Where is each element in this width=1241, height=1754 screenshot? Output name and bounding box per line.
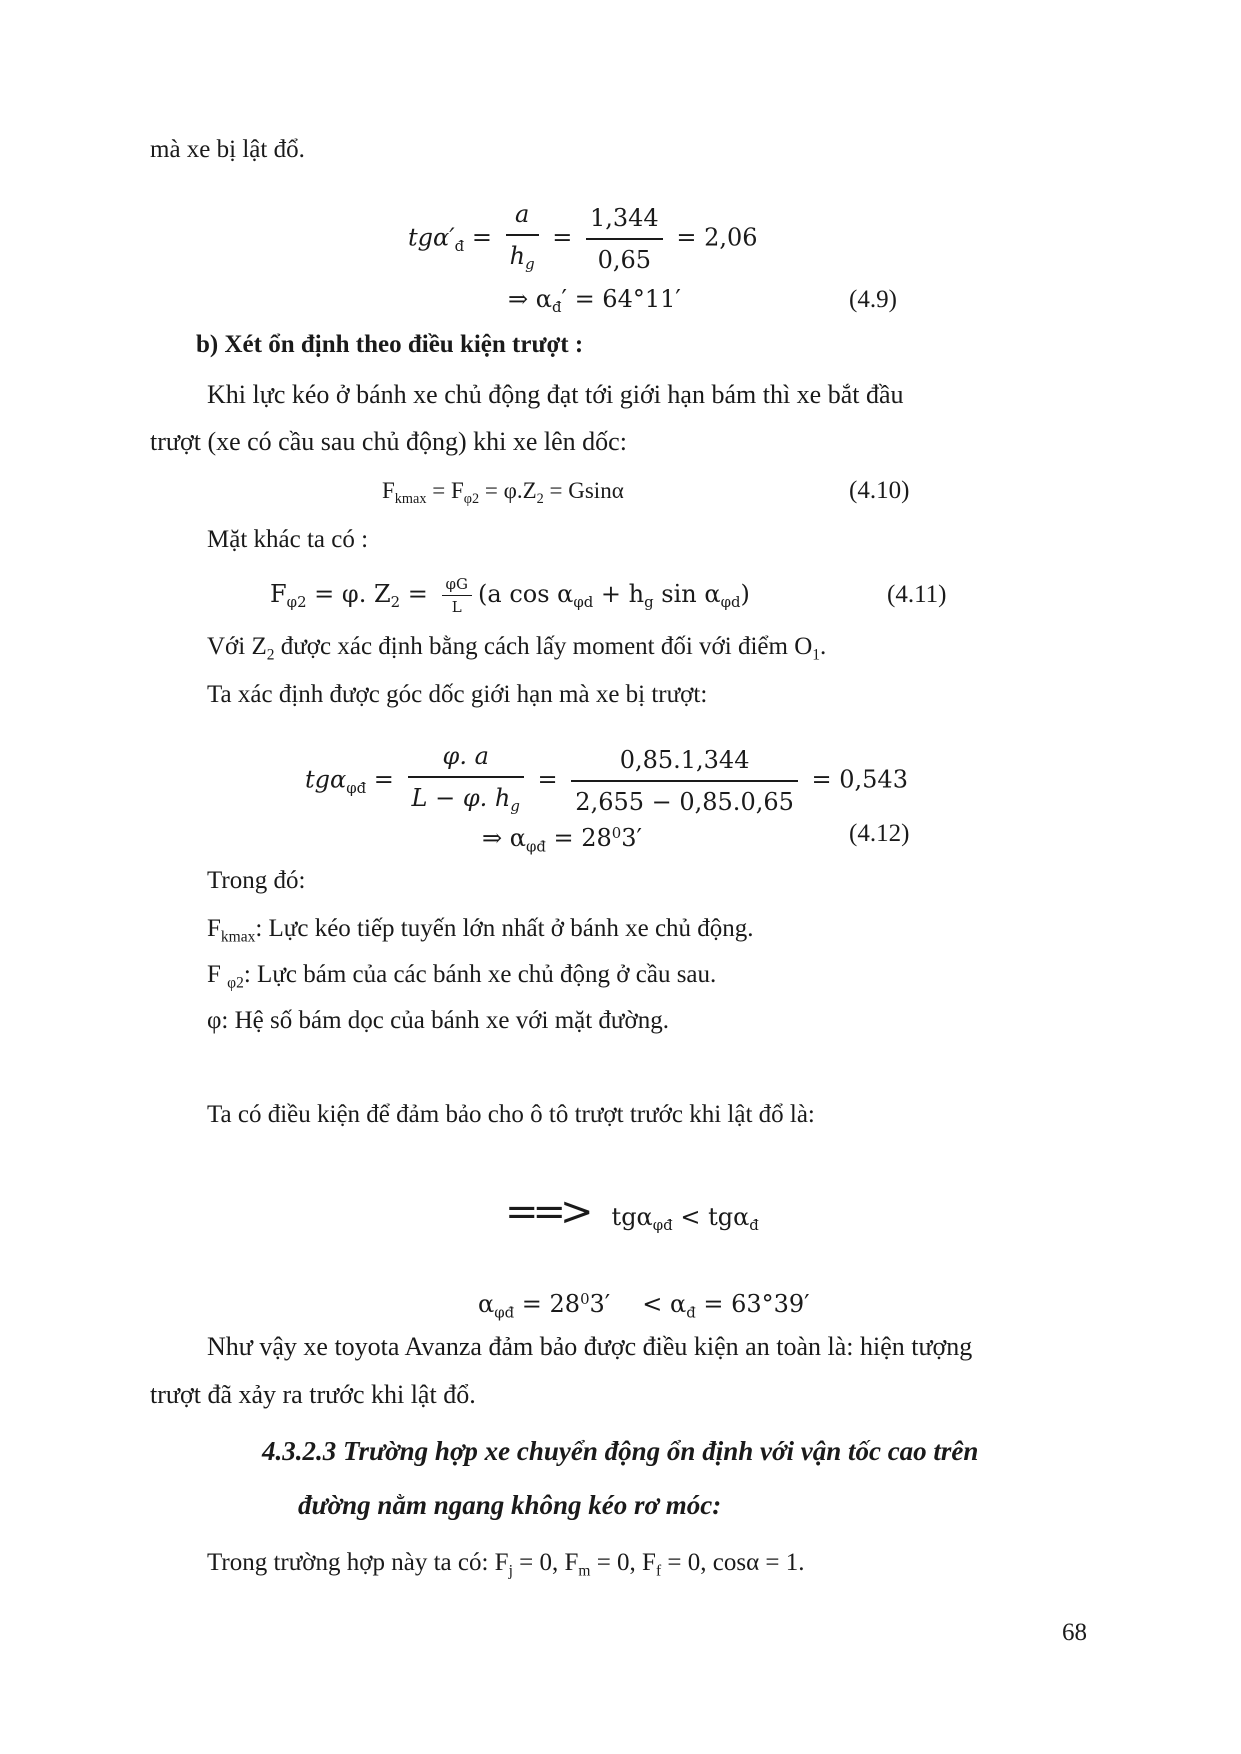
comparison-line: $\alpha_{\varphi đ} = 28^03' < \alpha_đ = 63^\circ 39'$ xyxy=(478,1290,810,1322)
eq49-frac2-den: 0,65 xyxy=(597,246,652,275)
equation-4-11: $F_{\varphi 2} = \varphi$. $Z_2$ = $\frac{\varphi G}{L}$ (a $\cos \alpha_{\varphi d} + h_g$ $\sin \alpha_{\varphi d}$) xyxy=(270,575,750,616)
subsection-heading-line2: đường nằm ngang không kéo rơ móc: xyxy=(298,1490,722,1520)
para1-line2: trượt (xe có cầu sau chủ động) khi xe lên dốc: xyxy=(150,427,627,456)
section-b-title: b) Xét ổn định theo điều kiện trượt : xyxy=(196,331,584,358)
last-line: Trong trường hợp này ta có: $F_j = 0$, $F_m = 0$, $F_f = 0$, cosα = 1. xyxy=(207,1549,805,1580)
definition-fkmax: $F_{kmax}$: Lực kéo tiếp tuyến lớn nhất ở bánh xe chủ động. xyxy=(207,915,754,946)
eq49-frac2 xyxy=(586,200,663,278)
conclusion-line2: trượt đã xảy ra trước khi lật đổ. xyxy=(150,1380,476,1409)
ta-xac-dinh-line: Ta xác định được góc dốc giới hạn mà xe bị trượt: xyxy=(207,681,708,708)
equation-4-9-line2: ⇒ $\alpha_đ' = 64^\circ 11'$ xyxy=(508,285,681,317)
condition-inequality: ==> tgα$_{\varphi đ}$ < tgα$_đ$ xyxy=(505,1189,759,1235)
implies-arrow: ==> xyxy=(505,1189,588,1235)
equation-number-4-12: (4.12) xyxy=(849,820,910,847)
conclusion-line1: Như vậy xe toyota Avanza đảm bảo được điều kiện an toàn là: hiện tượng xyxy=(207,1332,973,1361)
equation-4-12-line1: tgα$_{\varphi đ}$ = $\frac{\varphi. a}{L - \varphi. h_g}$ = $\frac{0,85.1,344}{2,655 - 0,85.0,65}$ = 0,543 xyxy=(305,738,908,824)
intro-line: mà xe bị lật đổ. xyxy=(150,136,305,163)
voi-z2-line: Với $Z_2$ được xác định bằng cách lấy moment đối với điểm $O_1$. xyxy=(207,633,827,664)
definition-fphi2: F $_{\varphi 2}$: Lực bám của các bánh xe chủ động ở cầu sau. xyxy=(207,961,717,992)
equation-4-9-line1: $tg\alpha'_đ$ = $\frac{a}{h_g}$ = $\frac{1,344}{0,65}$ = 2,06 xyxy=(408,196,758,282)
equation-number-4-11: (4.11) xyxy=(887,581,947,608)
eq49-frac1-num: a xyxy=(506,196,539,236)
equation-4-10: $F_{kmax} = F_{\varphi 2} = \varphi.Z_2 = Gsin\alpha$ xyxy=(382,478,624,507)
eq49-frac1 xyxy=(506,196,539,282)
eq411-frac: $\frac{\varphi G}{L}$ xyxy=(442,575,473,616)
para1-line1: Khi lực kéo ở bánh xe chủ động đạt tới giới hạn bám thì xe bắt đầu xyxy=(207,380,904,409)
eq412-frac2: $\frac{0,85.1,344}{2,655 - 0,85.0,65}$ xyxy=(571,742,798,820)
equation-number-4-9: (4.9) xyxy=(849,286,897,313)
trong-do-line: Trong đó: xyxy=(207,867,306,894)
eq49-frac2-num: 1,344 xyxy=(586,200,663,240)
eq412-frac1: $\frac{\varphi. a}{L - \varphi. h_g}$ xyxy=(408,738,524,824)
mat-khac-line: Mặt khác ta có : xyxy=(207,526,369,553)
equation-4-12-line2: ⇒ $\alpha_{\varphi đ} = 28^03'$ xyxy=(482,824,642,856)
eq49-frac1-den: $h_g$ xyxy=(509,242,535,274)
eq49-lhs-sub: đ xyxy=(454,236,465,255)
definition-phi: φ: Hệ số bám dọc của bánh xe với mặt đường. xyxy=(207,1007,669,1034)
eq49-lhs: tgα′ xyxy=(408,223,455,252)
equation-number-4-10: (4.10) xyxy=(849,477,910,504)
page-number: 68 xyxy=(1062,1619,1087,1646)
eq49-result: = 2,06 xyxy=(676,223,758,252)
subsection-heading-line1: 4.3.2.3 Trường hợp xe chuyển động ổn định với vận tốc cao trên xyxy=(262,1436,979,1466)
condition-intro-line: Ta có điều kiện để đảm bảo cho ô tô trượt trước khi lật đổ là: xyxy=(207,1101,815,1128)
